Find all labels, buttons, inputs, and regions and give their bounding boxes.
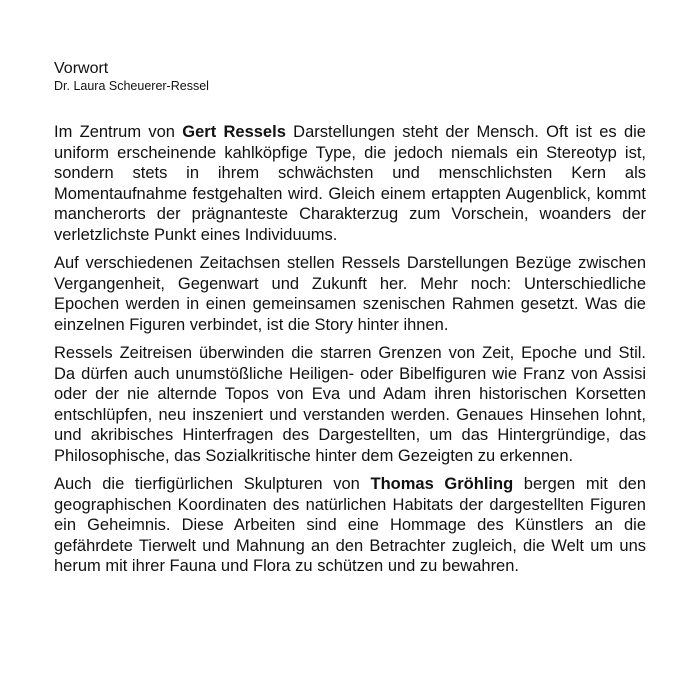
paragraph-1 bbox=[54, 122, 646, 245]
artist-name-thomas-groehling: Thomas Gröhling bbox=[370, 475, 514, 493]
paragraph-3: Ressels Zeitreisen überwinden die starren Grenzen von Zeit, Epoche und Stil. Da dürfen auch unumstößliche Heiligen- oder Bibelfiguren wie Franz von Assisi oder der nie alternde Topos von Eva und Adam ihren historischen Korsetten entschlüpfen, neu inszeniert und verstanden werden. Genaues Hinsehen lohnt, und akribisches Hinterfragen des Dargestellten, um das Hintergründige, das Philosophische, das Sozialkritische hinter dem Gezeigten zu erkennen. bbox=[54, 344, 646, 465]
paragraph-4 bbox=[54, 474, 646, 577]
paragraph-1-post: Darstellungen steht der Mensch. Oft ist es die uniform erscheinende kahlköpfige Type, die jedoch niemals ein Stereotyp ist, sondern stets in ihrem schwächsten und menschlichsten Kern als Momentaufnahme festgehalten wird. Gleich einem ertappten Augenblick, kommt mancherorts der prägnanteste Charakterzug zum Vorschein, woanders der verletzlichste Punkt eines Individuums. bbox=[54, 123, 646, 244]
page-title: Vorwort bbox=[54, 60, 109, 77]
artist-name-gert-ressels: Gert Ressels bbox=[182, 123, 286, 141]
body-text bbox=[54, 122, 646, 577]
paragraph-1-pre: Im Zentrum von bbox=[54, 123, 183, 141]
document-page bbox=[54, 60, 646, 585]
paragraph-4-pre: Auch die tierfigürlichen Skulpturen von bbox=[54, 475, 371, 493]
author-line: Dr. Laura Scheuerer-Ressel bbox=[54, 79, 209, 93]
paragraph-4-post: bergen mit den geographischen Koordinaten des natürlichen Habitats der dargestellten Figuren ein Geheimnis. Diese Arbeiten sind eine Hommage des Künstlers an die gefährdete Tierwelt und Mahnung an den Betrachter zugleich, die Welt um uns herum mit ihrer Fauna und Flora zu schützen und zu bewahren. bbox=[54, 475, 647, 575]
paragraph-2: Auf verschiedenen Zeitachsen stellen Ressels Darstellungen Bezüge zwischen Vergangenheit, Gegenwart und Zukunft her. Mehr noch: Unterschiedliche Epochen werden in einen gemeinsamen szenischen Rahmen gesetzt. Was die einzelnen Figuren verbindet, ist die Story hinter ihnen. bbox=[54, 254, 646, 334]
